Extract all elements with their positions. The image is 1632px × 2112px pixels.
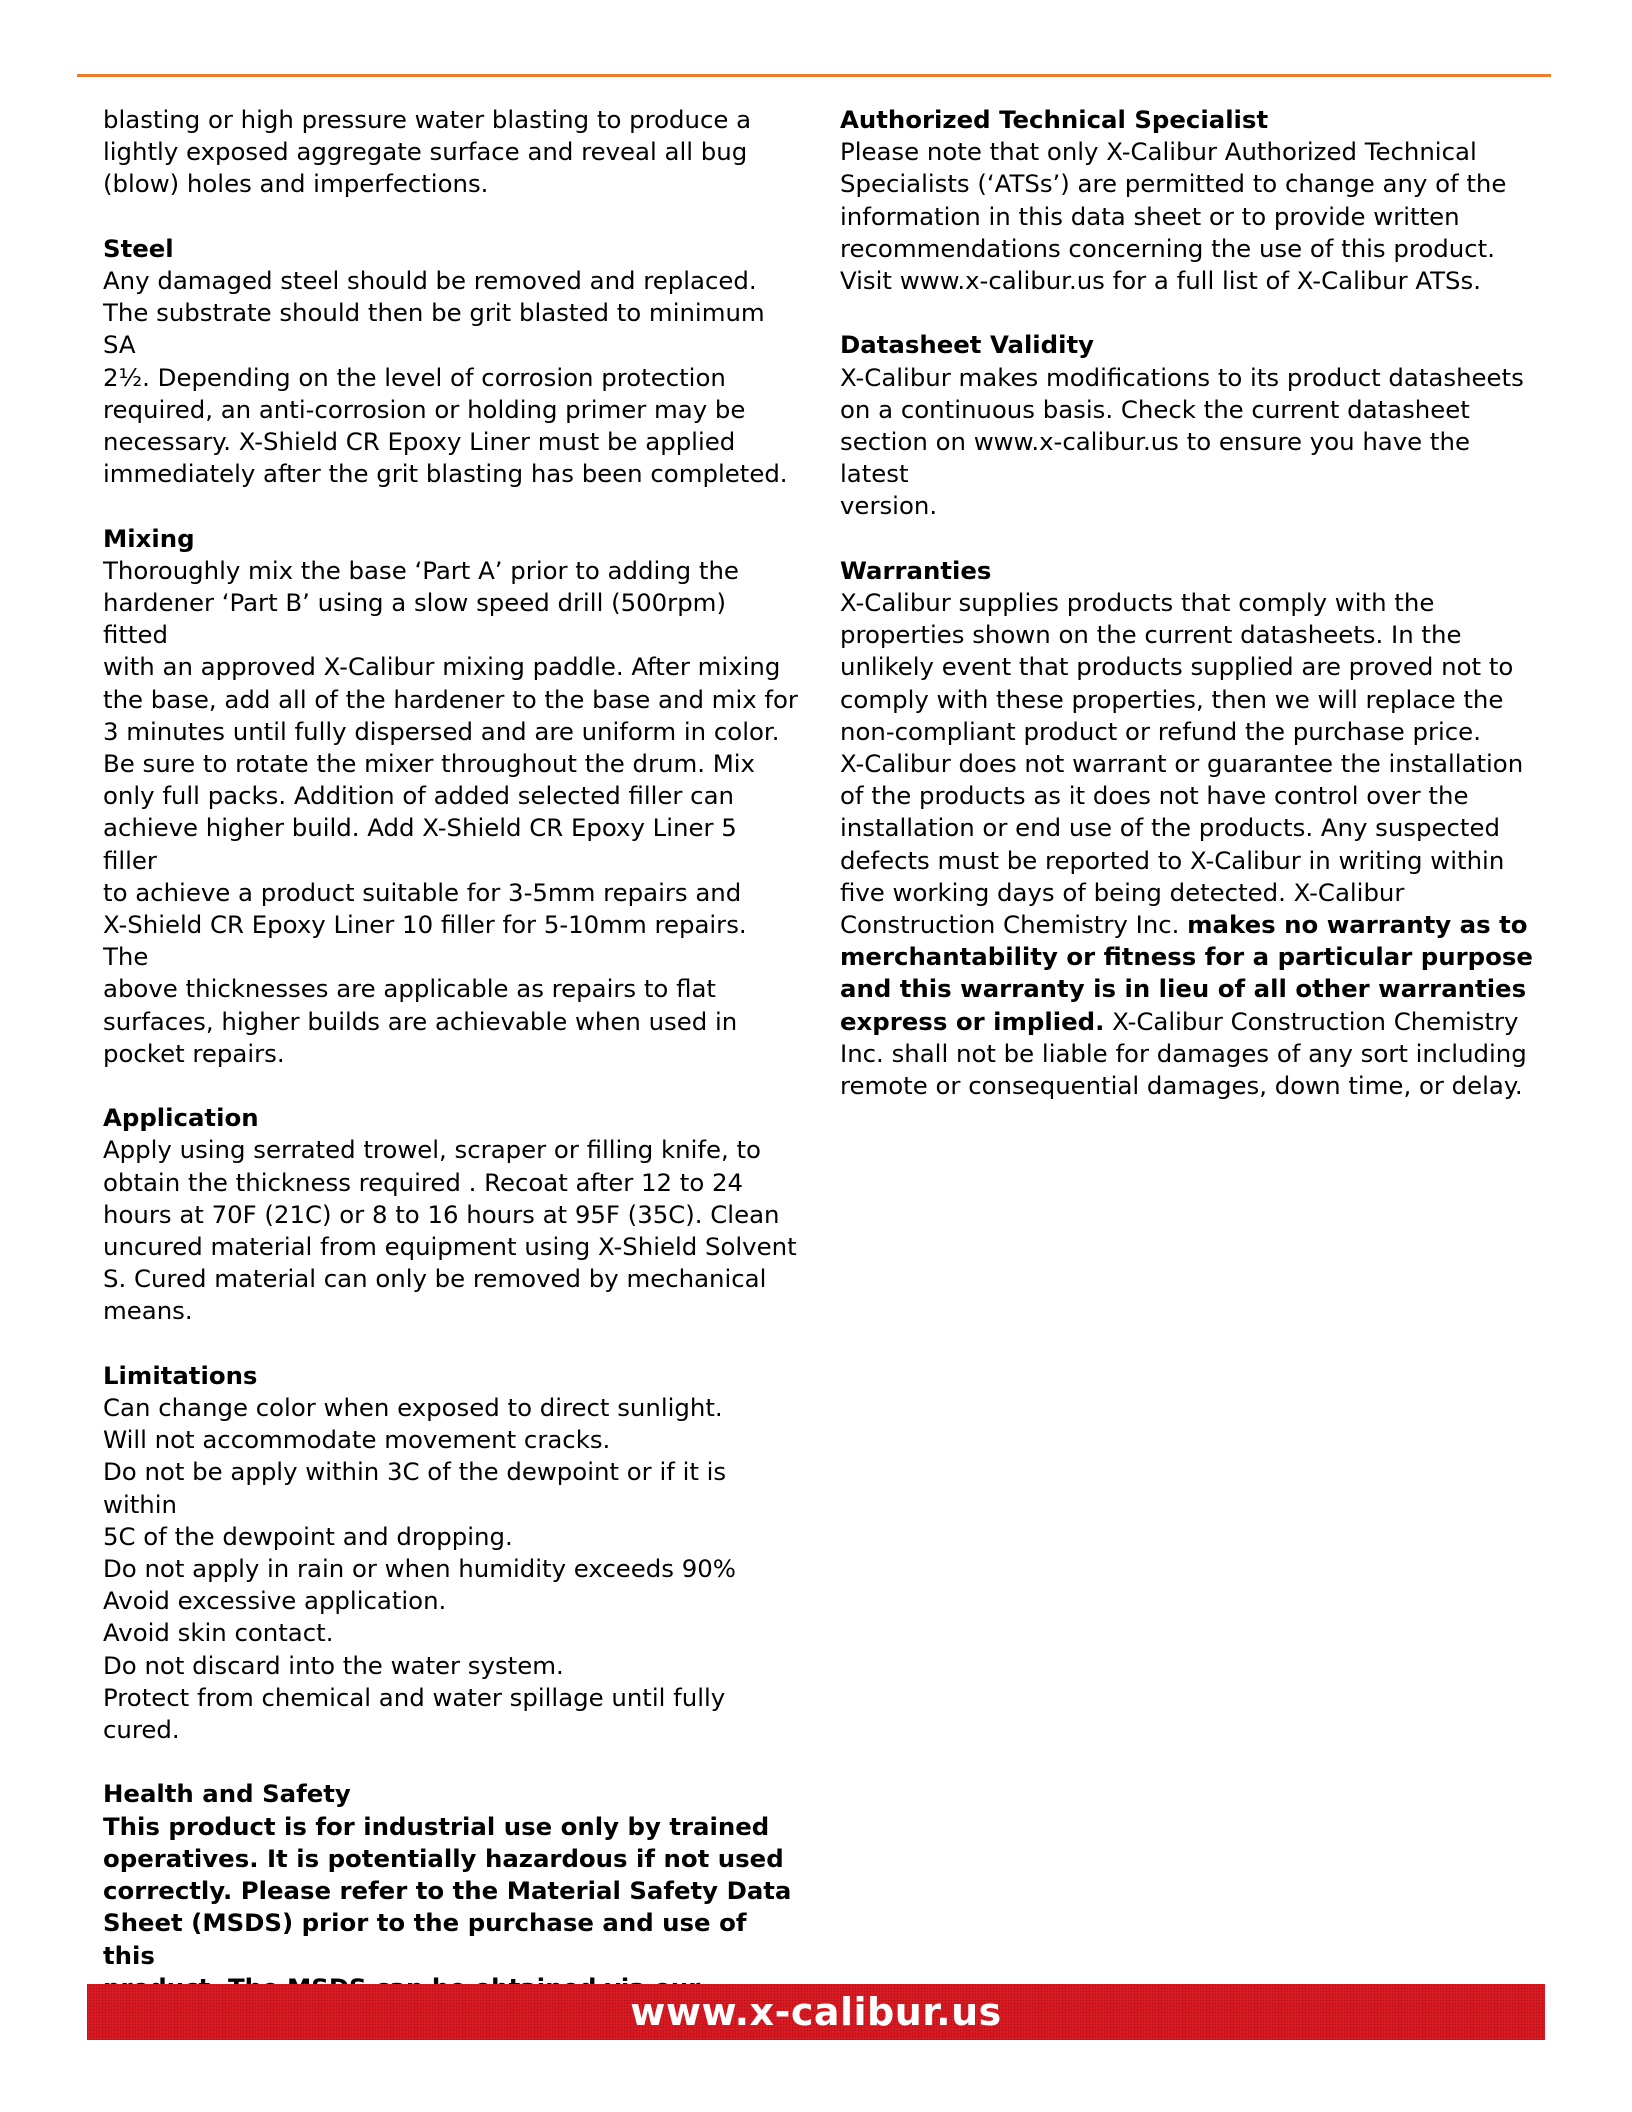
footer-banner	[87, 1984, 1545, 2040]
warranties-text	[840, 587, 1540, 1102]
warranties-section	[840, 555, 1540, 1102]
validity-heading: Datasheet Validity	[840, 330, 1095, 360]
limitations-heading: Limitations	[103, 1360, 258, 1390]
validity-text: X-Calibur makes modifications to its product datasheets on a continuous basis. Check the current datasheet section on www.x-calibur.us to ensure you have the latest version.	[840, 362, 1524, 521]
health-safety-heading: Health and Safety	[103, 1779, 351, 1809]
footer-website-link[interactable]: www.x-calibur.us	[630, 1990, 1002, 2034]
steel-text: Any damaged steel should be removed and replaced. The substrate should then be grit blasted to minimum SA 2½. Depending on the level of corrosion protection required, an anti-corrosion or holding primer may be necessary. X-Shield CR Epoxy Liner must be applied immediately after the grit blasting has been completed.	[103, 266, 788, 489]
limitations-section	[103, 1360, 798, 1746]
steel-section	[103, 233, 798, 491]
mixing-text: Thoroughly mix the base ‘Part A’ prior to adding the hardener ‘Part B’ using a slow speed drill (500rpm) fitted with an approved X-Calibur mixing paddle. After mixing the base, add all of the hardener to the base and mix for 3 minutes until fully dispersed and are uniform in color. Be sure to rotate the mixer throughout the drum. Mix only full packs. Addition of added selected filler can achieve higher build. Add X-Shield CR Epoxy Liner 5 filler to achieve a product suitable for 3-5mm repairs and X-Shield CR Epoxy Liner 10 filler for 5-10mm repairs. The above thicknesses are applicable as repairs to flat surfaces, higher builds are achievable when used in pocket repairs.	[103, 555, 798, 1068]
top-divider-line	[77, 74, 1551, 77]
ats-text: Please note that only X-Calibur Authorized Technical Specialists (‘ATSs’) are permitted to change any of the information in this data sheet or to provide written recommendations concerning the use of this product. Visit www.x-calibur.us for a full list of X-Calibur ATSs.	[840, 137, 1507, 296]
health-safety-text: This product is for industrial use only by trained operatives. It is potentially hazardous if not used correctly. Please refer to the Material Safety Data Sheet (MSDS) prior to the purchase and use of this	[103, 1811, 792, 1970]
limitations-text: Can change color when exposed to direct sunlight. Will not accommodate movement cracks. Do not be apply within 3C of the dewpoint or if it is within 5C of the dewpoint and dropping. Do not apply in rain or when humidity exceeds 90% Avoid excessive application. Avoid skin contact. Do not discard into the water system. Protect from chemical and water spillage until fully cured.	[103, 1393, 736, 1745]
intro-section	[103, 104, 798, 201]
validity-section	[840, 329, 1540, 522]
warranties-text-tail: X-Calibur Construction Chemistry Inc. shall not be liable for damages of any sort including remote or consequential damages, down time, or delay.	[840, 1006, 1527, 1101]
application-text: Apply using serrated trowel, scraper or filling knife, to obtain the thickness required . Recoat after 12 to 24 hours at 70F (21C) or 8 to 16 hours at 95F (35C). Clean uncured material from equipment using X-Shield Solvent S. Cured material can only be removed by mechanical means.	[103, 1135, 797, 1326]
steel-heading: Steel	[103, 233, 174, 263]
left-column	[103, 104, 798, 2068]
mixing-section	[103, 523, 798, 1070]
mixing-heading: Mixing	[103, 523, 195, 553]
intro-text: blasting or high pressure water blasting to produce a lightly exposed aggregate surface and reveal all bug (blow) holes and imperfections.	[103, 105, 752, 199]
application-heading: Application	[103, 1103, 259, 1133]
ats-section	[840, 104, 1540, 297]
warranties-text-disclaimer: makes no warranty as to merchantability or fitness for a particular purpose and this warranty is in lieu of all other warranties express or implied.	[840, 910, 1533, 1036]
ats-heading: Authorized Technical Specialist	[840, 105, 1269, 134]
application-section	[103, 1102, 798, 1327]
right-column	[840, 104, 1540, 1134]
warranties-heading: Warranties	[840, 555, 992, 585]
warranties-text-plain: X-Calibur supplies products that comply with the properties shown on the current datasheets. In the unlikely event that products supplied are proved not to comply with these properties, then we will replace the non-compliant product or refund the purchase price. X-Calibur does not warrant or guarantee the installation of the products as it does not have control over the installation or end use of the products. Any suspected defects must be reported to X-Calibur in writing within five working days of being detected. X-Calibur Construction Chemistry Inc.	[840, 588, 1524, 940]
